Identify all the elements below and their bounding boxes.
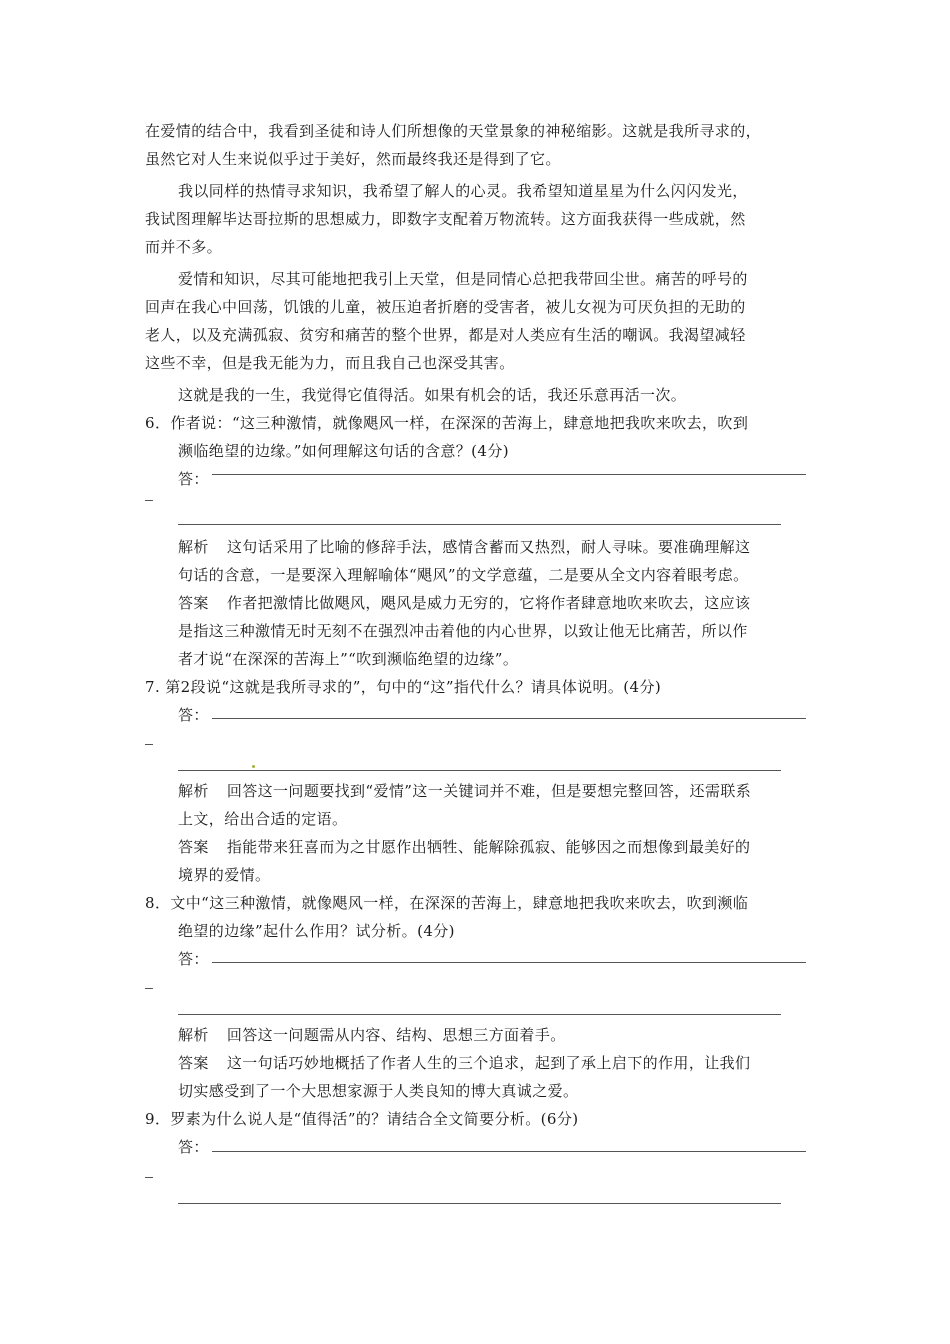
- passage-line: 爱情和知识，尽其可能地把我引上天堂，但是同情心总把我带回尘世。痛苦的呼号的: [178, 270, 748, 288]
- key-line: [178, 593, 750, 613]
- key-label: 答案: [178, 1054, 209, 1072]
- answer-prompt: 答：: [178, 706, 209, 724]
- passage-line: 而并不多。: [145, 238, 223, 256]
- passage-line: 虽然它对人生来说似乎过于美好，然而最终我还是得到了它。: [145, 150, 561, 168]
- analysis-text: 回答这一问题要找到“爱情”这一关键词并不难，但是要想完整回答，还需联系: [226, 782, 752, 800]
- margin-dash: [145, 1177, 153, 1178]
- question-9-text: 9．罗素为什么说人是“值得活”的？请结合全文简要分析。(6分): [145, 1110, 579, 1128]
- passage-line: 我以同样的热情寻求知识，我希望了解人的心灵。我希望知道星星为什么闪闪发光，: [178, 182, 748, 200]
- question-6-text: 6．作者说：“这三种激情，就像飓风一样，在深深的苦海上，肆意地把我吹来吹去，吹到: [145, 414, 749, 432]
- answer-line[interactable]: [178, 770, 781, 771]
- analysis-text: 句话的含意，一是要深入理解喻体“飓风”的文学意蕴，二是要从全文内容着眼考虑。: [178, 566, 749, 584]
- key-line: [178, 1053, 750, 1073]
- question-6-text: 濒临绝望的边缘。”如何理解这句话的含意？(4分): [178, 442, 510, 460]
- key-text: 切实感受到了一个大思想家源于人类良知的博大真诚之爱。: [178, 1082, 579, 1100]
- question-8-text: 绝望的边缘”起什么作用？试分析。(4分): [178, 922, 455, 940]
- key-label: 答案: [178, 594, 209, 612]
- analysis-line: [178, 537, 750, 557]
- analysis-label: 解析: [178, 1026, 209, 1044]
- passage-line: 老人，以及充满孤寂、贫穷和痛苦的整个世界，都是对人类应有生活的嘲讽。我渴望减轻: [145, 326, 746, 344]
- key-line: [178, 837, 750, 857]
- passage-line: 这就是我的一生，我觉得它值得活。如果有机会的话，我还乐意再活一次。: [178, 386, 687, 404]
- answer-line[interactable]: [212, 718, 806, 719]
- analysis-line: [178, 781, 751, 801]
- analysis-label: 解析: [178, 538, 209, 556]
- answer-line[interactable]: [178, 1203, 781, 1204]
- answer-prompt: 答：: [178, 470, 209, 488]
- margin-dash: [145, 500, 153, 501]
- passage-line: 我试图理解毕达哥拉斯的思想威力，即数字支配着万物流转。这方面我获得一些成就，然: [145, 210, 746, 228]
- question-7-text: 7. 第2段说“这就是我所寻求的”，句中的“这”指代什么？请具体说明。(4分): [145, 678, 662, 696]
- answer-line[interactable]: [212, 962, 806, 963]
- analysis-line: [178, 1025, 566, 1045]
- answer-prompt: 答：: [178, 950, 209, 968]
- passage-line: 在爱情的结合中，我看到圣徒和诗人们所想像的天堂景象的神秘缩影。这就是我所寻求的，: [145, 122, 762, 140]
- question-8-text: 8．文中“这三种激情，就像飓风一样，在深深的苦海上，肆意地把我吹来吹去，吹到濒临: [145, 894, 749, 912]
- analysis-text: 回答这一问题需从内容、结构、思想三方面着手。: [226, 1026, 566, 1044]
- passage-line: 回声在我心中回荡，饥饿的儿童，被压迫者折磨的受害者，被儿女视为可厌负担的无助的: [145, 298, 746, 316]
- key-text: 指能带来狂喜而为之甘愿作出牺牲、能解除孤寂、能够因之而想像到最美好的: [226, 838, 751, 856]
- analysis-label: 解析: [178, 782, 209, 800]
- key-text: 者才说“在深深的苦海上”“吹到濒临绝望的边缘”。: [178, 650, 519, 668]
- speck-mark: [252, 765, 255, 768]
- answer-prompt: 答：: [178, 1138, 209, 1156]
- key-text: 是指这三种激情无时无刻不在强烈冲击着他的内心世界，以致让他无比痛苦，所以作: [178, 622, 748, 640]
- analysis-text: 这句话采用了比喻的修辞手法，感情含蓄而又热烈，耐人寻味。要准确理解这: [226, 538, 751, 556]
- answer-line[interactable]: [212, 1151, 806, 1152]
- key-text: 作者把激情比做飓风，飓风是威力无穷的，它将作者肆意地吹来吹去，这应该: [226, 594, 751, 612]
- key-text: 境界的爱情。: [178, 866, 271, 884]
- margin-dash: [145, 744, 153, 745]
- answer-line[interactable]: [178, 524, 781, 525]
- passage-line: 这些不幸，但是我无能为力，而且我自己也深受其害。: [145, 354, 515, 372]
- margin-dash: [145, 988, 153, 989]
- key-label: 答案: [178, 838, 209, 856]
- key-text: 这一句话巧妙地概括了作者人生的三个追求，起到了承上启下的作用，让我们: [226, 1054, 751, 1072]
- analysis-text: 上文，给出合适的定语。: [178, 810, 348, 828]
- answer-line[interactable]: [212, 474, 806, 475]
- answer-line[interactable]: [178, 1014, 781, 1015]
